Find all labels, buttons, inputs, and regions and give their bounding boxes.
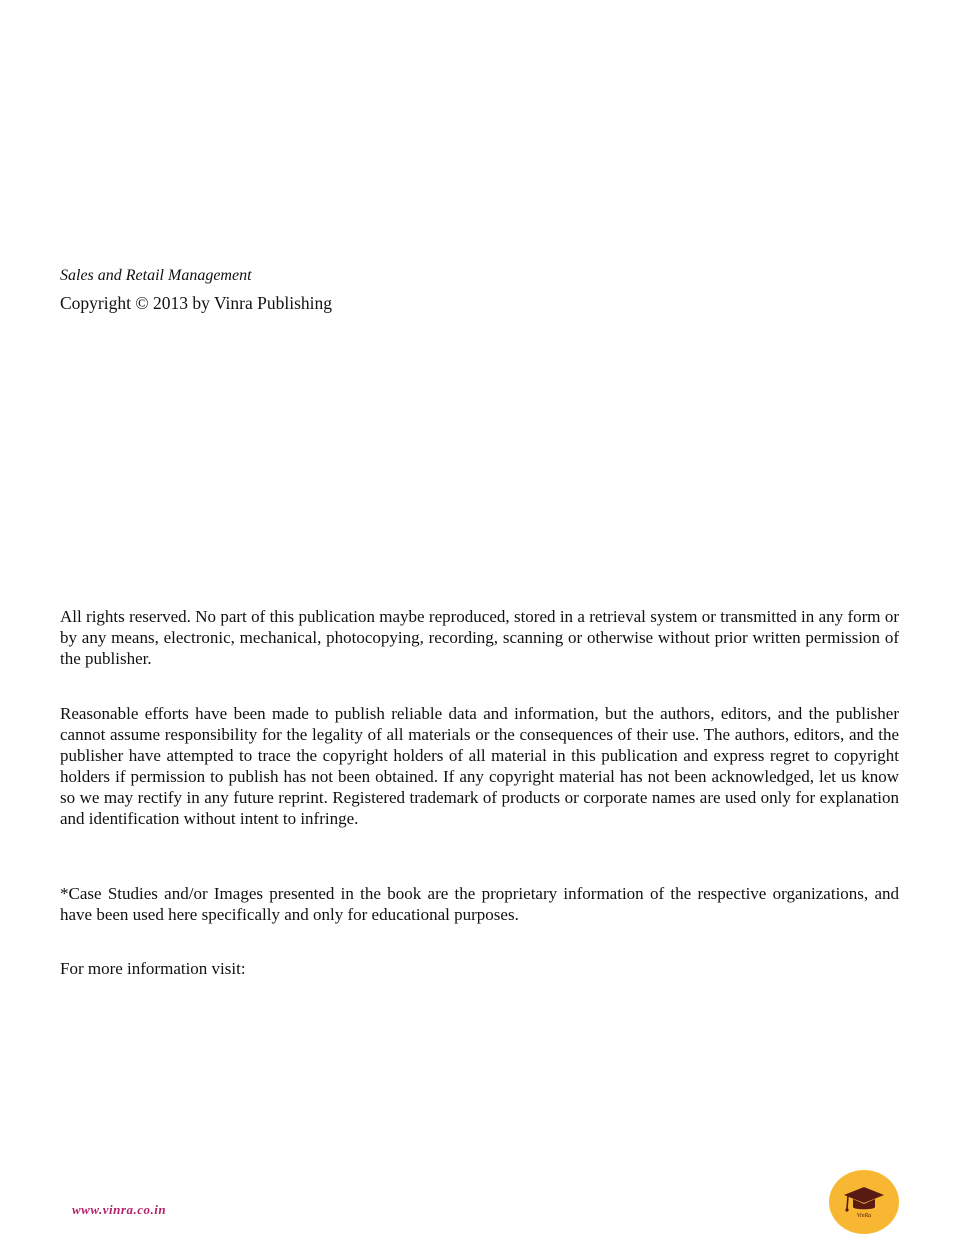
more-info-text: For more information visit: <box>60 959 246 978</box>
graduation-cap-icon <box>842 1185 886 1219</box>
logo-caption: VinRa <box>856 1213 872 1219</box>
publisher-logo <box>829 1170 899 1234</box>
book-title: Sales and Retail Management <box>60 267 252 284</box>
copyright-line: Copyright © 2013 by Vinra Publishing <box>60 293 333 313</box>
rights-reserved-paragraph: All rights reserved. No part of this publication maybe reproduced, stored in a retrieval system or transmitted in any form or by any means, electronic, mechanical, photocopying, recording, scanning or otherwise without prior written permission of the publisher. <box>60 607 899 668</box>
case-studies-paragraph: *Case Studies and/or Images presented in the book are the proprietary information of the respective organizations, and have been used here specifically and only for educational purposes. <box>60 884 899 924</box>
footer-website-link[interactable]: www.vinra.co.in <box>72 1202 167 1217</box>
disclaimer-paragraph: Reasonable efforts have been made to publish reliable data and information, but the authors, editors, and the publisher cannot assume responsibility for the legality of all materials or the consequences of their use. The authors, editors, and the publisher have attempted to trace the copyright holders of all material in this publication and express regret to copyright holders if permission to publish has not been obtained. If any copyright material has not been acknowledged, let us know so we may rectify in any future reprint. Registered trademark of products or corporate names are used only for explanation and identification without intent to infringe. <box>60 704 899 828</box>
